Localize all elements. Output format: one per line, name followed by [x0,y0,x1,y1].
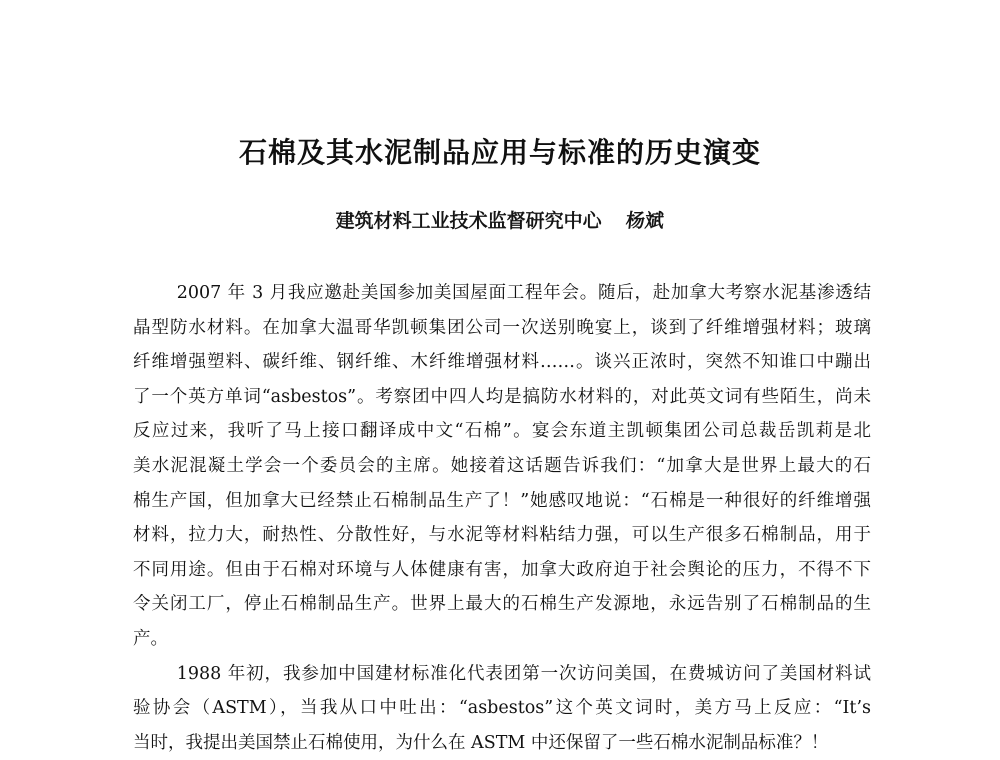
article-body [133,276,871,760]
body-line: 了一个英方单词“asbestos”。考察团中四人均是搞防水材料的，对此英文词有些陌生，尚未 [133,386,871,407]
byline [0,206,1000,233]
paragraph [133,657,871,760]
body-line: 产。 [133,628,168,649]
body-line: 2007 年 3 月我应邀赴美国参加美国屋面工程年会。随后，赴加拿大考察水泥基渗透结 [176,283,871,303]
body-line: 晶型防水材料。在加拿大温哥华凯顿集团公司一次送别晚宴上，谈到了纤维增强材料；玻璃 [133,317,871,338]
body-line: 1988 年初，我参加中国建材标准化代表团第一次访问美国，在费城访问了美国材料试 [176,663,871,684]
body-line: 棉生产国，但加拿大已经禁止石棉制品生产了！”她感叹地说：“石棉是一种很好的纤维增强 [133,490,871,511]
body-line: 反应过来，我听了马上接口翻译成中文“石棉”。宴会东道主凯顿集团公司总裁岳凯莉是北 [133,421,871,442]
author-name: 杨斌 [625,210,666,232]
article-title: 石棉及其水泥制品应用与标准的历史演变 [238,136,761,169]
body-line: 不同用途。但由于石棉对环境与人体健康有害，加拿大政府迫于社会舆论的压力，不得不下 [133,559,871,580]
author-affiliation: 建筑材料工业技术监督研究中心 [335,210,602,232]
body-line: 当时，我提出美国禁止石棉使用，为什么在 ASTM 中还保留了一些石棉水泥制品标准？！ [133,732,829,753]
body-line: 纤维增强塑料、碳纤维、钢纤维、木纤维增强材料……。谈兴正浓时，突然不知谁口中蹦出 [133,352,871,373]
paragraph [133,276,871,657]
body-line: 令关闭工厂，停止石棉制品生产。世界上最大的石棉生产发源地，永远告别了石棉制品的生 [133,594,871,615]
body-line: 美水泥混凝土学会一个委员会的主席。她接着这话题告诉我们：“加拿大是世界上最大的石 [133,455,871,476]
body-line: 材料，拉力大，耐热性、分散性好，与水泥等材料粘结力强，可以生产很多石棉制品，用于 [133,525,871,546]
body-line: 验协会（ASTM），当我从口中吐出：“asbestos”这个英文词时，美方马上反应：“It’s [133,698,871,719]
